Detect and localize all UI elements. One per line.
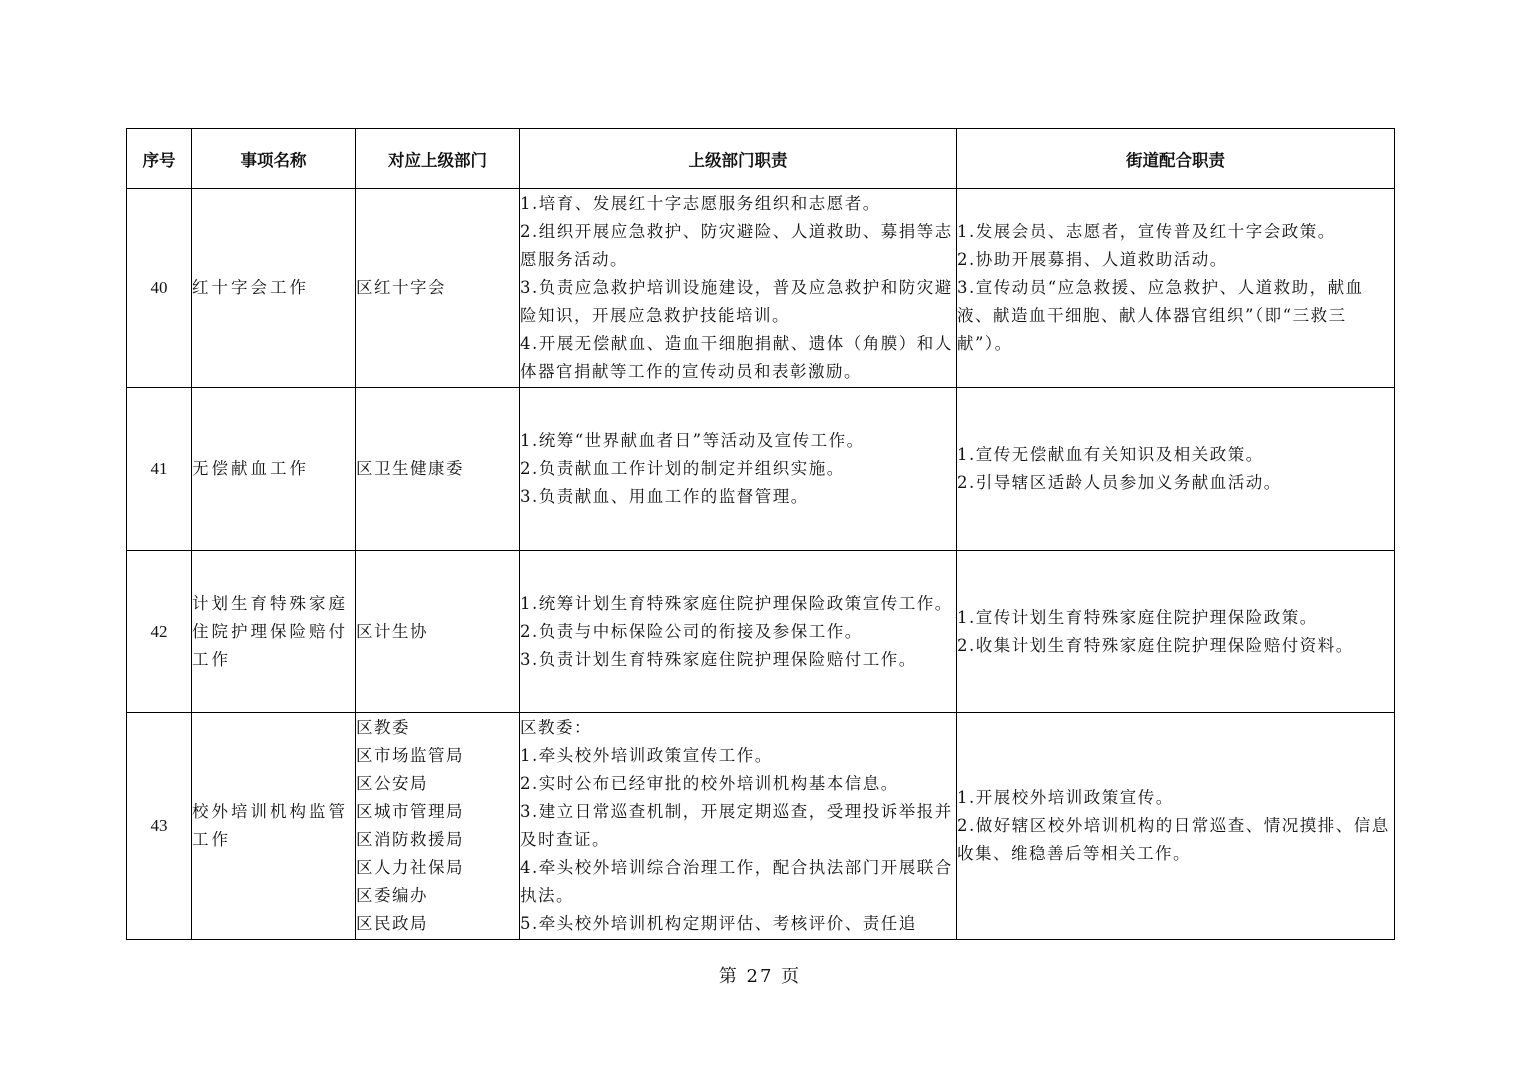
table-row xyxy=(127,551,1395,713)
duty-line: 1.发展会员、志愿者，宣传普及红十字会政策。 xyxy=(957,222,1336,241)
duty-line: 2.引导辖区适龄人员参加义务献血活动。 xyxy=(957,473,1282,492)
header-department: 对应上级部门 xyxy=(356,129,520,189)
department-name: 区委编办 xyxy=(356,886,428,905)
street-duties xyxy=(957,189,1395,388)
duty-line: 2.协助开展募捐、人道救助活动。 xyxy=(957,250,1228,269)
department-name: 区民政局 xyxy=(356,914,428,933)
upper-duties xyxy=(520,388,957,551)
duty-table xyxy=(126,128,1395,940)
table-row xyxy=(127,189,1395,388)
department-name: 区红十字会 xyxy=(356,278,446,297)
upper-duties xyxy=(520,189,957,388)
header-item-name: 事项名称 xyxy=(192,129,356,189)
department-name: 区城市管理局 xyxy=(356,802,464,821)
duty-line: 区教委： xyxy=(520,718,592,737)
duty-line: 1.宣传无偿献血有关知识及相关政策。 xyxy=(957,445,1264,464)
department-name: 区公安局 xyxy=(356,774,428,793)
row-number: 41 xyxy=(127,388,192,551)
duty-line: 3.负责计划生育特殊家庭住院护理保险赔付工作。 xyxy=(520,649,917,669)
item-name: 无偿献血工作 xyxy=(192,388,356,551)
duty-line: 1.开展校外培训政策宣传。 xyxy=(957,788,1174,807)
item-name: 红十字会工作 xyxy=(192,189,356,388)
duty-line: 3.负责献血、用血工作的监督管理。 xyxy=(520,487,809,506)
page-number: 第 27 页 xyxy=(718,966,802,987)
department-list xyxy=(356,551,520,713)
duty-line: 1.牵头校外培训政策宣传工作。 xyxy=(520,746,773,765)
street-duties xyxy=(957,551,1395,713)
row-number: 40 xyxy=(127,189,192,388)
duty-line: 2.负责献血工作计划的制定并组织实施。 xyxy=(520,459,845,478)
duty-line: 1.统筹计划生育特殊家庭住院护理保险政策宣传工作。 xyxy=(520,593,953,613)
header-no: 序号 xyxy=(127,129,192,189)
department-name: 区计生协 xyxy=(356,621,428,641)
duty-line: 1.统筹“世界献血者日”等活动及宣传工作。 xyxy=(520,431,865,450)
duty-line: 3.负责应急救护培训设施建设，普及应急救护和防灾避险知识，开展应急救护技能培训。 xyxy=(520,278,953,325)
duty-line: 1.宣传计划生育特殊家庭住院护理保险政策。 xyxy=(957,607,1318,627)
upper-duties xyxy=(520,713,957,940)
row-number: 43 xyxy=(127,713,192,940)
table-row xyxy=(127,388,1395,551)
row-number: 42 xyxy=(127,551,192,713)
duty-line: 3.宣传动员“应急救援、应急救护、人道救助，献血液、献造血干细胞、献人体器官组织”（即“三救三献”）。 xyxy=(957,278,1364,353)
department-list xyxy=(356,189,520,388)
upper-duties xyxy=(520,551,957,713)
duty-line: 2.组织开展应急救护、防灾避险、人道救助、募捐等志愿服务活动。 xyxy=(520,222,953,269)
department-name: 区消防救援局 xyxy=(356,830,464,849)
item-name: 校外培训机构监管工作 xyxy=(192,713,356,940)
department-name: 区卫生健康委 xyxy=(356,459,464,478)
department-name: 区市场监管局 xyxy=(356,746,464,765)
duty-line: 3.建立日常巡查机制，开展定期巡查，受理投诉举报并及时查证。 xyxy=(520,802,953,849)
header-upper-duties: 上级部门职责 xyxy=(520,129,957,189)
department-list xyxy=(356,388,520,551)
street-duties xyxy=(957,713,1395,940)
street-duties xyxy=(957,388,1395,551)
item-name: 计划生育特殊家庭住院护理保险赔付工作 xyxy=(192,551,356,713)
department-name: 区教委 xyxy=(356,718,410,737)
department-name: 区人力社保局 xyxy=(356,858,464,877)
duty-line: 1.培育、发展红十字志愿服务组织和志愿者。 xyxy=(520,194,881,213)
header-row xyxy=(127,129,1395,189)
duty-line: 2.做好辖区校外培训机构的日常巡查、情况摸排、信息收集、维稳善后等相关工作。 xyxy=(957,816,1390,863)
table-row xyxy=(127,713,1395,940)
duty-line: 2.收集计划生育特殊家庭住院护理保险赔付资料。 xyxy=(957,635,1354,655)
duty-line: 5.牵头校外培训机构定期评估、考核评价、责任追 xyxy=(520,914,917,933)
duty-line: 4.开展无偿献血、造血干细胞捐献、遗体（角膜）和人体器官捐献等工作的宣传动员和表彰激励。 xyxy=(520,334,953,381)
duty-line: 2.负责与中标保险公司的衔接及参保工作。 xyxy=(520,621,863,641)
duty-line: 4.牵头校外培训综合治理工作，配合执法部门开展联合执法。 xyxy=(520,858,953,905)
header-street-duties: 街道配合职责 xyxy=(957,129,1395,189)
duty-line: 2.实时公布已经审批的校外培训机构基本信息。 xyxy=(520,774,899,793)
department-list xyxy=(356,713,520,940)
